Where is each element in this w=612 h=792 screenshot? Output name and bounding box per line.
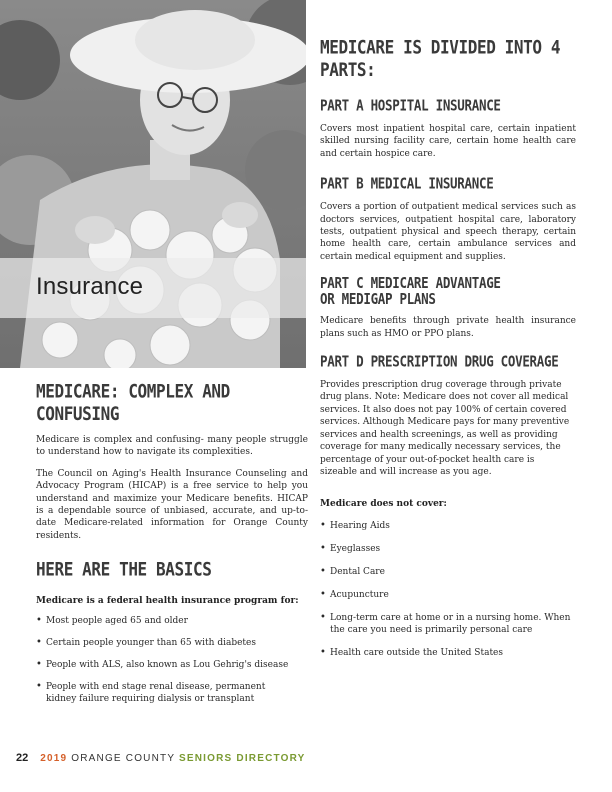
not-cover-lead: Medicare does not cover: [320, 499, 447, 510]
left-column [36, 372, 308, 705]
part-c-text: Medicare benefits through private health insurance plans such as HMO or PPO plans. [320, 316, 576, 339]
list-item: • Health care outside the United States [320, 647, 576, 659]
list-item: • Long-term care at home or in a nursing home. When the care you need is primarily personal care [320, 612, 576, 636]
intro-paragraph: Medicare is complex and confusing- many people struggle to understand how to navigate its complexities. [36, 435, 308, 458]
basics-heading: HERE ARE THE BASICS [36, 558, 212, 581]
part-c-title: PART C MEDICARE ADVANTAGE OR MEDIGAP PLANS [320, 274, 501, 308]
list-item: • People with ALS, also known as Lou Gehrig's disease [36, 659, 308, 671]
list-item: • People with end stage renal disease, permanent kidney failure requiring dialysis or transplant [36, 681, 286, 705]
not-covered-list [320, 520, 576, 659]
program-lead: Medicare is a federal health insurance program for: [36, 596, 299, 607]
list-item: • Hearing Aids [320, 520, 576, 532]
four-parts-heading: MEDICARE IS DIVIDED INTO 4 PARTS: [320, 36, 561, 81]
part-a-text: Covers most inpatient hospital care, certain inpatient skilled nursing facility care, certain home health care and certain hospice care. [320, 124, 576, 159]
list-item: • Most people aged 65 and older [36, 615, 308, 627]
eligibility-list [36, 615, 308, 705]
part-d-text: Provides prescription drug coverage through private drug plans. Note: Medicare does not cover all medical services. It also does not pay 100% of certain covered services. Although Medicare pays for many preventive services and health screenings, as well as providing coverage for many medically necessary services, the percentage of your out-of-pocket health care is sizeable and will increase as you age. [320, 380, 570, 477]
part-b-text: Covers a portion of outpatient medical services such as doctors services, outpatient hospital care, laboratory tests, outpatient physical and speech therapy, certain home health care, certain ambulance services and certain medical equipment and supplies. [320, 202, 576, 262]
part-d-title: PART D PRESCRIPTION DRUG COVERAGE [320, 352, 559, 371]
footer-year: 2019 [40, 753, 68, 764]
hicap-paragraph: The Council on Aging's Health Insurance Counseling and Advocacy Program (HICAP) is a free service to help you understand and maximize your Medicare benefits. HICAP is a dependable source of unbiased, accurate, and up-to-date Medicare-related information for Orange County residents. [36, 468, 308, 541]
list-item: • Acupuncture [320, 589, 576, 601]
page-footer [16, 752, 306, 764]
footer-county: ORANGE COUNTY [71, 753, 176, 764]
list-item: • Certain people younger than 65 with diabetes [36, 637, 308, 649]
right-column [320, 26, 576, 659]
list-item: • Dental Care [320, 566, 576, 578]
footer-directory: SENIORS DIRECTORY [179, 753, 306, 764]
list-item: • Eyeglasses [320, 543, 576, 555]
page-number: 22 [16, 752, 29, 764]
part-b-title: PART B MEDICAL INSURANCE [320, 174, 494, 193]
complex-confusing-heading: MEDICARE: COMPLEX AND CONFUSING [36, 380, 230, 425]
part-a-title: PART A HOSPITAL INSURANCE [320, 96, 501, 114]
section-title: Insurance [36, 273, 144, 300]
